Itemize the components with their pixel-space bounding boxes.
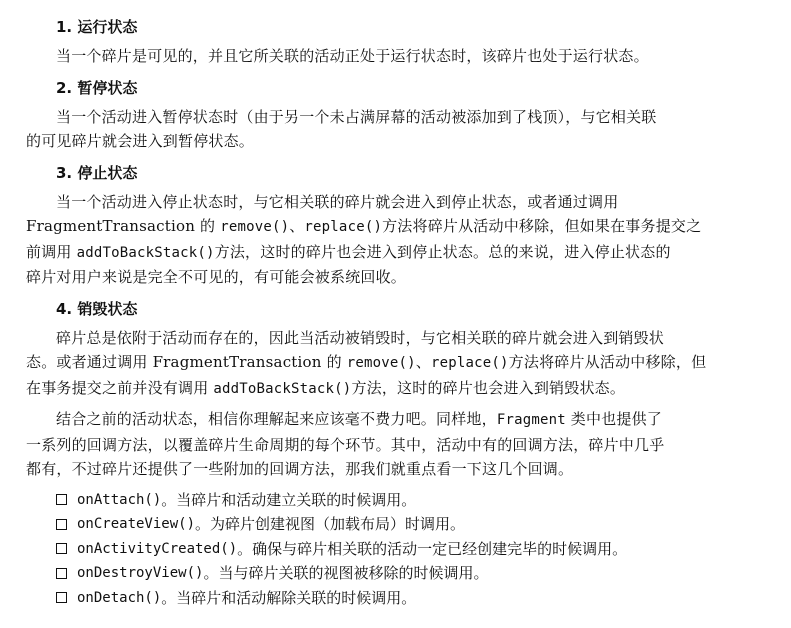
- callback-description: 。确保与碎片相关联的活动一定已经创建完毕的时候调用。: [237, 539, 628, 558]
- checkbox-bullet-icon: [56, 543, 67, 554]
- text-run: 结合之前的活动状态，相信你理解起来应该毫不费力吧。同样地，: [56, 410, 497, 428]
- section-heading: 1. 运行状态: [56, 18, 138, 36]
- text-run: 方法，这时的碎片也会进入到销毁状态。: [351, 378, 626, 397]
- text-line: [26, 457, 777, 482]
- callback-method: onAttach(): [77, 491, 162, 508]
- text-run: 前调用: [26, 242, 77, 261]
- text-line: [26, 240, 777, 266]
- text-line: [26, 350, 777, 376]
- callback-description: 。当碎片和活动建立关联的时候调用。: [161, 490, 417, 509]
- text-line: [26, 407, 777, 433]
- section-heading: 4. 销毁状态: [56, 299, 138, 318]
- inline-code: addToBackStack(): [76, 244, 215, 261]
- text-line: [26, 265, 777, 290]
- section-running: [26, 14, 777, 69]
- callback-item: [56, 586, 777, 611]
- callback-list: [56, 488, 777, 611]
- callback-item: [56, 488, 777, 513]
- callback-method: onActivityCreated(): [77, 540, 238, 557]
- checkbox-bullet-icon: [56, 592, 67, 603]
- text-run: 方法将碎片从活动中移除，但如果在事务提交之: [382, 217, 702, 235]
- inline-code: Fragment: [496, 412, 566, 428]
- checkbox-bullet-icon: [56, 519, 67, 530]
- text-run: 都有，不过碎片还提供了一些附加的回调方法，那我们就重点看一下这几个回调。: [26, 460, 574, 478]
- callback-method: onCreateView(): [77, 516, 196, 532]
- callback-method: onDestroyView(): [77, 565, 204, 581]
- text-run: 碎片对用户来说是完全不可见的，有可能会被系统回收。: [26, 268, 407, 286]
- paragraph: [26, 105, 777, 154]
- section-stopped: [26, 160, 777, 290]
- inline-code: replace(): [304, 219, 383, 235]
- section-heading: 3. 停止状态: [56, 163, 138, 182]
- callback-item: [56, 561, 777, 586]
- text-line: 当一个碎片是可见的，并且它所关联的活动正处于运行状态时，该碎片也处于运行状态。: [56, 47, 649, 65]
- text-run: 在事务提交之前并没有调用: [26, 378, 214, 397]
- paragraph: [26, 44, 777, 69]
- text-line: [26, 376, 777, 402]
- checkbox-bullet-icon: [56, 568, 67, 579]
- section-destroyed: [26, 296, 777, 402]
- text-line: [26, 190, 777, 215]
- text-run: 、: [289, 217, 305, 235]
- inline-code: replace(): [431, 355, 509, 371]
- inline-code: remove(): [220, 219, 290, 235]
- text-line: 当一个活动进入暂停状态时（由于另一个未占满屏幕的活动被添加到了栈顶），与它相关联: [56, 107, 657, 126]
- section-paused: [26, 75, 777, 154]
- callback-description: 。当碎片和活动解除关联的时候调用。: [161, 588, 417, 607]
- summary-paragraph: [26, 407, 777, 482]
- text-run: 一系列的回调方法，以覆盖碎片生命周期的每个环节。其中，活动中有的回调方法，碎片中几乎: [26, 435, 665, 454]
- section-heading: 2. 暂停状态: [56, 78, 138, 97]
- text-line: [26, 433, 777, 458]
- callback-description: 。为碎片创建视图（加载布局）时调用。: [195, 515, 466, 533]
- callback-description: 。当与碎片关联的视图被移除的时候调用。: [203, 564, 489, 582]
- text-run: 、: [415, 353, 431, 371]
- checkbox-bullet-icon: [56, 494, 67, 505]
- paragraph: [26, 326, 777, 402]
- text-run: 类中也提供了: [565, 410, 663, 428]
- text-run: 当一个活动进入停止状态时，与它相关联的碎片就会进入到停止状态，或者通过调用: [56, 192, 619, 211]
- callback-method: onDetach(): [77, 589, 162, 606]
- text-run: FragmentTransaction 的: [26, 217, 221, 235]
- callback-item: [56, 537, 777, 562]
- callback-item: [56, 512, 777, 537]
- text-run: 方法，这时的碎片也会进入到停止状态。总的来说，进入停止状态的: [214, 242, 671, 261]
- text-line: [26, 326, 777, 351]
- paragraph: [26, 190, 777, 290]
- text-run: 态。或者通过调用 FragmentTransaction 的: [26, 353, 347, 371]
- inline-code: remove(): [346, 355, 416, 371]
- text-line: [26, 214, 777, 240]
- inline-code: addToBackStack(): [213, 380, 352, 397]
- text-run: 碎片总是依附于活动而存在的，因此当活动被销毁时，与它相关联的碎片就会进入到销毁状: [56, 328, 665, 347]
- text-run: 方法将碎片从活动中移除，但: [508, 353, 707, 371]
- text-line: 的可见碎片就会进入到暂停状态。: [26, 132, 255, 150]
